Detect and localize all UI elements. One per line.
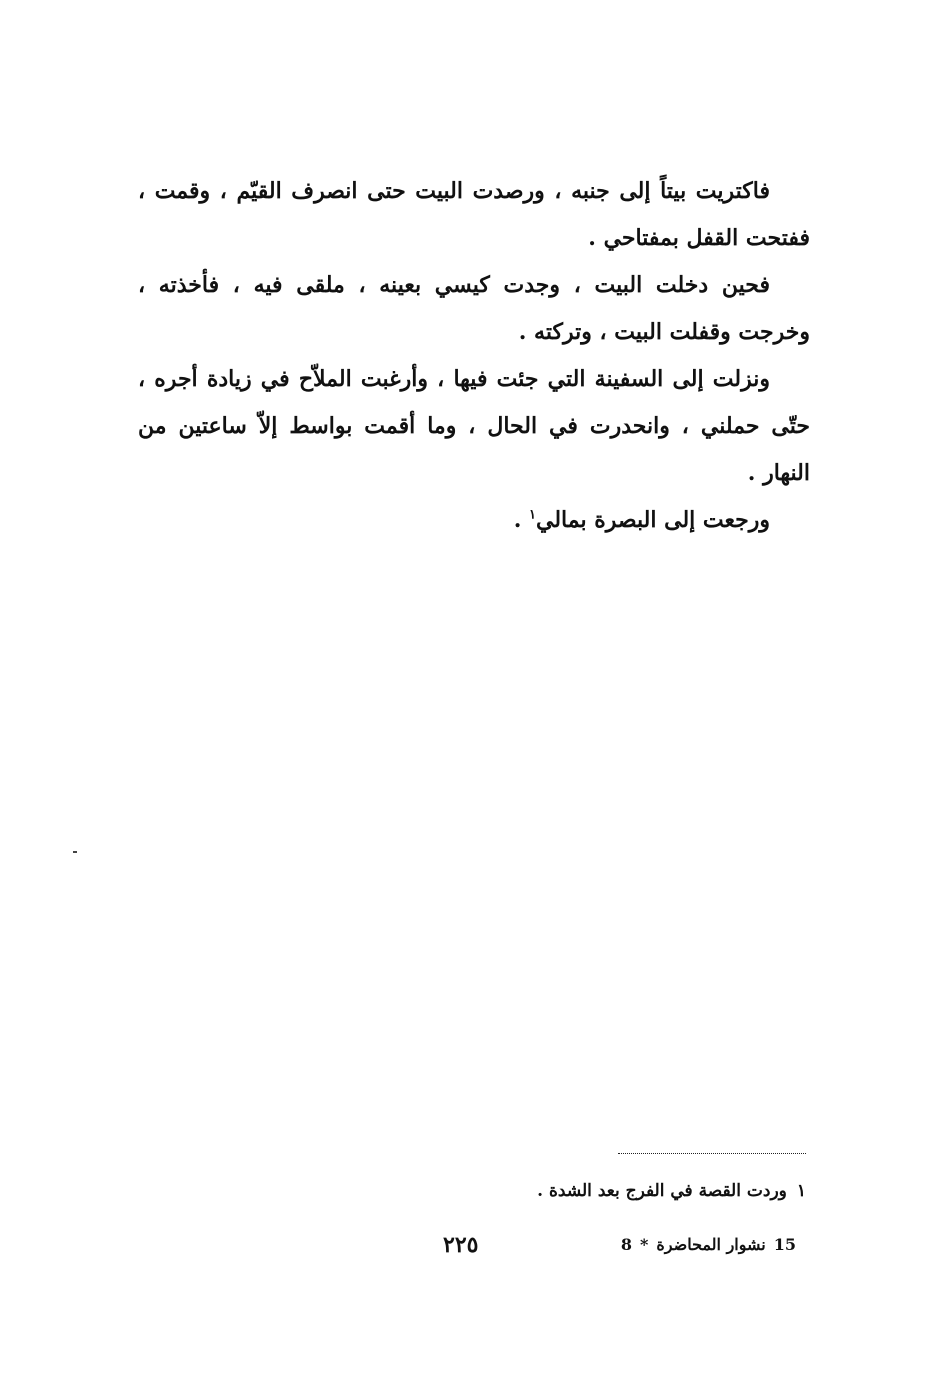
paragraph-4-text: ورجعت إلى البصرة بمالي bbox=[536, 507, 770, 533]
paragraph-4 bbox=[138, 497, 810, 544]
signature-gathering: 15 bbox=[773, 1235, 796, 1254]
page-number: ٢٢٥ bbox=[443, 1232, 479, 1258]
printer-signature bbox=[613, 1235, 796, 1254]
footnote-reference: ١ bbox=[529, 507, 537, 523]
paragraph-1: فاكتريت بيتاً إلى جنبه ، ورصدت البيت حتى انصرف القيّم ، وقمت ، ففتحت القفل بمفتاحي . bbox=[138, 178, 810, 251]
paragraph-3: ونزلت إلى السفينة التي جئت فيها ، وأرغبت الملاّح في زيادة أجره ، حتّى حملني ، وانحدرت في الحال ، وما أقمت بواسط إلاّ ساعتين من النهار . bbox=[138, 366, 810, 486]
signature-sheet: 8 bbox=[620, 1235, 633, 1254]
footnote-text: وردت القصة في الفرج بعد الشدة . bbox=[537, 1181, 787, 1201]
signature-title: نشوار المحاضرة bbox=[656, 1235, 766, 1254]
signature-mark: * bbox=[640, 1235, 649, 1254]
footnote-number: ١ bbox=[796, 1181, 806, 1201]
main-text bbox=[138, 168, 810, 544]
paragraph-4-ending: . bbox=[513, 507, 530, 533]
footnote-separator bbox=[618, 1153, 806, 1154]
footnote bbox=[537, 1181, 806, 1201]
scan-speck bbox=[73, 851, 77, 853]
paragraph-2: فحين دخلت البيت ، وجدت كيسي بعينه ، ملقى فيه ، فأخذته ، وخرجت وقفلت البيت ، وتركته . bbox=[138, 272, 810, 345]
